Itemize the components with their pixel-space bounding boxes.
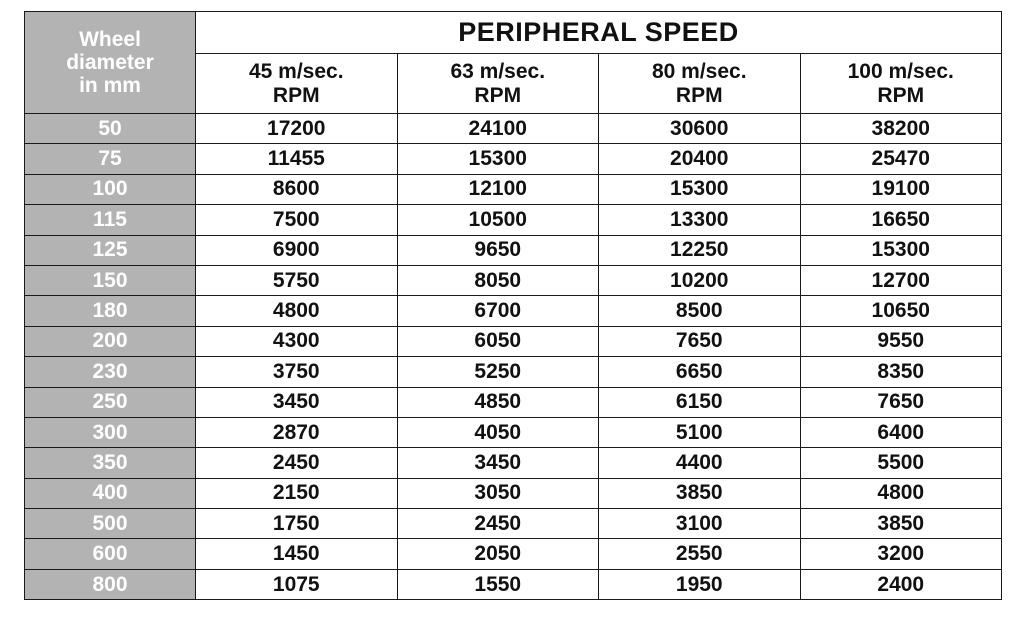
rpm-cell: 16650: [800, 205, 1002, 235]
rpm-cell: 1550: [397, 569, 599, 599]
rpm-cell: 12100: [397, 174, 599, 204]
rpm-cell: 8500: [599, 296, 801, 326]
wheel-diameter-cell: 75: [25, 144, 196, 174]
rpm-cell: 4850: [397, 387, 599, 417]
speed-value: 80 m/sec.: [651, 59, 747, 83]
rpm-cell: 12700: [800, 265, 1002, 295]
speed-column-header: [599, 54, 801, 114]
rpm-cell: 10200: [599, 265, 801, 295]
wheel-diameter-cell: 250: [25, 387, 196, 417]
rpm-cell: 17200: [196, 114, 398, 144]
rpm-cell: 1450: [196, 539, 398, 569]
wheel-diameter-cell: 800: [25, 569, 196, 599]
rpm-cell: 5250: [397, 357, 599, 387]
table-row: [25, 205, 1002, 235]
rpm-cell: 2450: [397, 509, 599, 539]
speed-unit: RPM: [877, 83, 925, 107]
rpm-cell: 3450: [397, 448, 599, 478]
table-row: [25, 569, 1002, 599]
wheel-diameter-cell: 125: [25, 235, 196, 265]
speed-unit: RPM: [675, 83, 723, 107]
header-row-title: [25, 12, 1002, 54]
rpm-cell: 30600: [599, 114, 801, 144]
rpm-cell: 2400: [800, 569, 1002, 599]
table-row: [25, 326, 1002, 356]
rpm-cell: 38200: [800, 114, 1002, 144]
rpm-cell: 3200: [800, 539, 1002, 569]
rpm-cell: 8350: [800, 357, 1002, 387]
rpm-cell: 6900: [196, 235, 398, 265]
rpm-cell: 7500: [196, 205, 398, 235]
rpm-cell: 15300: [800, 235, 1002, 265]
table-header: [25, 12, 1002, 114]
speed-value: 63 m/sec.: [450, 59, 546, 83]
rpm-cell: 3050: [397, 478, 599, 508]
rpm-cell: 6650: [599, 357, 801, 387]
wheel-diameter-cell: 350: [25, 448, 196, 478]
rpm-cell: 4050: [397, 417, 599, 447]
wheel-diameter-cell: 115: [25, 205, 196, 235]
rpm-cell: 4800: [800, 478, 1002, 508]
rpm-cell: 4400: [599, 448, 801, 478]
rpm-cell: 24100: [397, 114, 599, 144]
rpm-cell: 6700: [397, 296, 599, 326]
speed-value: 100 m/sec.: [847, 59, 954, 83]
rpm-cell: 5100: [599, 417, 801, 447]
speed-column-header: [196, 54, 398, 114]
wheel-diameter-cell: 100: [25, 174, 196, 204]
table-row: [25, 174, 1002, 204]
rpm-cell: 20400: [599, 144, 801, 174]
rpm-cell: 5500: [800, 448, 1002, 478]
rpm-cell: 13300: [599, 205, 801, 235]
wheel-diameter-cell: 400: [25, 478, 196, 508]
table-row: [25, 114, 1002, 144]
wheel-diameter-cell: 150: [25, 265, 196, 295]
wheel-diameter-cell: 600: [25, 539, 196, 569]
wheel-diameter-cell: 200: [25, 326, 196, 356]
wheel-diameter-cell: 300: [25, 417, 196, 447]
table-row: [25, 387, 1002, 417]
table-body: [25, 114, 1002, 600]
rpm-cell: 4300: [196, 326, 398, 356]
table-row: [25, 448, 1002, 478]
rpm-cell: 3100: [599, 509, 801, 539]
table-row: [25, 478, 1002, 508]
speed-unit: RPM: [272, 83, 320, 107]
rpm-cell: 6050: [397, 326, 599, 356]
table-row: [25, 509, 1002, 539]
wheel-diameter-cell: 230: [25, 357, 196, 387]
wheel-diameter-cell: 180: [25, 296, 196, 326]
rpm-cell: 2050: [397, 539, 599, 569]
speed-value: 45 m/sec.: [248, 59, 344, 83]
rpm-cell: 8050: [397, 265, 599, 295]
rpm-cell: 3850: [599, 478, 801, 508]
rpm-cell: 15300: [599, 174, 801, 204]
rpm-cell: 10650: [800, 296, 1002, 326]
rpm-cell: 9550: [800, 326, 1002, 356]
rpm-cell: 19100: [800, 174, 1002, 204]
rpm-cell: 11455: [196, 144, 398, 174]
rpm-cell: 5750: [196, 265, 398, 295]
rpm-cell: 3750: [196, 357, 398, 387]
table-row: [25, 144, 1002, 174]
rpm-cell: 3850: [800, 509, 1002, 539]
rpm-cell: 2450: [196, 448, 398, 478]
table-row: [25, 235, 1002, 265]
rpm-cell: 4800: [196, 296, 398, 326]
wheel-diameter-cell: 500: [25, 509, 196, 539]
peripheral-speed-title: PERIPHERAL SPEED: [196, 12, 1002, 54]
rpm-cell: 12250: [599, 235, 801, 265]
rpm-cell: 9650: [397, 235, 599, 265]
rpm-cell: 8600: [196, 174, 398, 204]
table-row: [25, 265, 1002, 295]
wheel-diameter-header: Wheel diameter in mm: [25, 12, 196, 114]
rpm-cell: 7650: [800, 387, 1002, 417]
peripheral-speed-table: [24, 11, 1002, 600]
rpm-cell: 1750: [196, 509, 398, 539]
rpm-cell: 2870: [196, 417, 398, 447]
rpm-cell: 3450: [196, 387, 398, 417]
rpm-cell: 2150: [196, 478, 398, 508]
rpm-cell: 10500: [397, 205, 599, 235]
speed-column-header: [397, 54, 599, 114]
rpm-cell: 6400: [800, 417, 1002, 447]
rpm-cell: 1075: [196, 569, 398, 599]
table-row: [25, 539, 1002, 569]
table-row: [25, 357, 1002, 387]
wheel-diameter-cell: 50: [25, 114, 196, 144]
table-row: [25, 417, 1002, 447]
rpm-cell: 7650: [599, 326, 801, 356]
table-row: [25, 296, 1002, 326]
speed-column-header: [800, 54, 1002, 114]
rpm-cell: 1950: [599, 569, 801, 599]
speed-unit: RPM: [474, 83, 522, 107]
rpm-cell: 6150: [599, 387, 801, 417]
rpm-cell: 2550: [599, 539, 801, 569]
rpm-cell: 15300: [397, 144, 599, 174]
rpm-cell: 25470: [800, 144, 1002, 174]
